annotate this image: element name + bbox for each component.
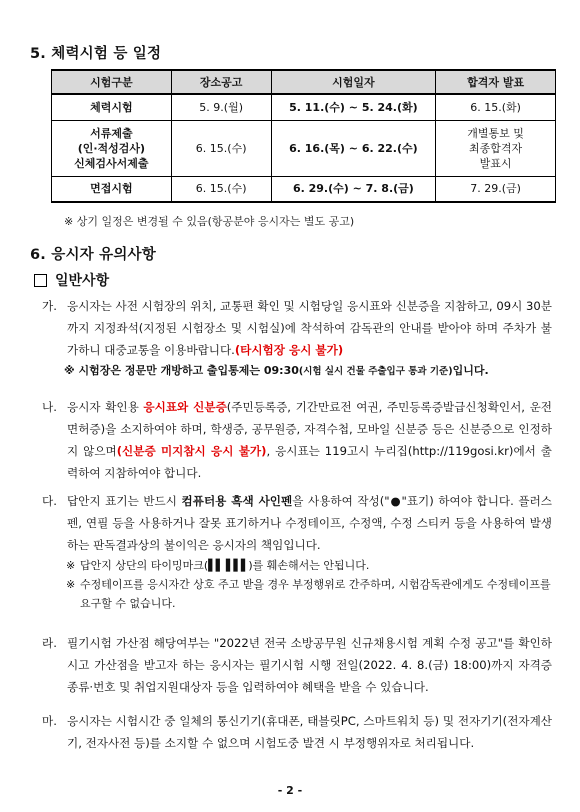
notice-date: 6. 15.(수): [171, 120, 271, 176]
row-label: 면접시험: [52, 176, 172, 202]
notice-item-da: [42, 490, 552, 613]
item-body: [67, 490, 552, 556]
table-row: [52, 94, 556, 120]
note-small-text: (시험 실시 건물 주출입구 통과 기준): [298, 366, 453, 377]
subnote-part: )를 훼손해서는 안됩니다.: [248, 559, 370, 572]
warning-text: 응시표와 신분증: [143, 400, 227, 414]
notice-item-ma: [42, 710, 552, 754]
table-row: [52, 176, 556, 202]
notice-item-ra: [42, 632, 552, 698]
notice-date: 6. 15.(수): [171, 176, 271, 202]
timing-mark-glyph: ▌▌ ▌▌▌: [208, 559, 249, 572]
checkbox-square-icon: [34, 274, 47, 287]
item-text: 응시자 확인용: [67, 400, 144, 414]
item-marker: 가.: [42, 299, 57, 313]
subnote-part: 답안지 상단의 타이밍마크(: [80, 559, 209, 572]
header-cell: 시험구분: [52, 70, 172, 94]
note-text-end: 입니다.: [452, 364, 489, 377]
exam-date: 6. 16.(목) ~ 6. 22.(수): [271, 120, 436, 176]
item-marker: 나.: [42, 400, 57, 414]
header-cell: 합격자 발표: [436, 70, 556, 94]
exam-date: 5. 11.(수) ~ 5. 24.(화): [271, 94, 436, 120]
section-5-title: 5. 체력시험 등 일정: [30, 46, 162, 62]
row-label: 체력시험: [52, 94, 172, 120]
section-6-title: 6. 응시자 유의사항: [30, 247, 156, 263]
item-body: 응시자는 시험시간 중 일체의 통신기기(휴대폰, 태블릿PC, 스마트워치 등) 및 전자기기(전자계산기, 전자사전 등)를 소지할 수 없으며 시험도중 발견 시 부정행위자로 처리됩니다.: [67, 714, 552, 750]
emphasis-text: 컴퓨터용 흑색 사인펜: [181, 494, 293, 508]
item-text: (주민등록증, 기간만료전 여권, 주민등록증발급신청확인서, 운전면허증)을 소지하여야 하며, 학생증, 공무원증, 자격수첩, 모바일 신분증 등은 신분증으로 인정하지 않으며: [67, 400, 552, 458]
note-text: ※ 시험장은 정문만 개방하고 출입통제는 09:30: [64, 364, 299, 377]
item-body: [67, 396, 552, 484]
item-body: [67, 295, 552, 361]
item-subnote: [42, 575, 552, 613]
item-marker: 마.: [42, 714, 57, 728]
note-marker: ※: [66, 559, 76, 572]
result-line: 개별통보 및: [467, 126, 524, 140]
notice-date: 5. 9.(월): [171, 94, 271, 120]
warning-text: (신분증 미지참시 응시 불가): [116, 444, 267, 458]
exam-date: 6. 29.(수) ~ 7. 8.(금): [271, 176, 436, 202]
item-marker: 다.: [42, 494, 57, 508]
row-label-line: 신체검사서제출: [74, 156, 149, 170]
item-text: 을 사용하여 작성("●"표기) 하여야 합니다. 플러스펜, 연필 등을 사용하거나 잘못 표기하거나 수정테이프, 수정액, 수정 스티커 등을 사용하여 발생하는 판독결과상의 불이익은 응시자의 책임입니다.: [67, 494, 552, 552]
item-note: [64, 361, 552, 382]
note-marker: ※: [66, 578, 76, 591]
item-text: 응시자는 사전 시험장의 위치, 교통편 확인 및 시험당일 응시표와 신분증을 지참하고, 09시 30분까지 지정좌석(지정된 시험장소 및 시험실)에 착석하여 감독관의 안내를 받아야 하며 주차가 불가하니 대중교통을 이용바랍니다.: [67, 299, 552, 357]
schedule-table: [51, 69, 556, 203]
subnote-text: [80, 556, 552, 575]
row-label-line: 서류제출: [90, 126, 133, 140]
table-row: [52, 120, 556, 176]
notice-item-ga: [42, 295, 552, 382]
result-date: 7. 29.(금): [436, 176, 556, 202]
item-marker: 라.: [42, 636, 57, 650]
header-cell: 장소공고: [171, 70, 271, 94]
row-label: [52, 120, 172, 176]
item-subnote: [42, 556, 552, 575]
result-line: 발표시: [479, 156, 512, 170]
header-cell: 시험일자: [271, 70, 436, 94]
warning-text: (타시험장 응시 불가): [234, 343, 344, 357]
subnote-text: 수정테이프를 응시자간 상호 주고 받을 경우 부정행위로 간주하며, 시험감독관에게도 수정테이프를 요구할 수 없습니다.: [80, 578, 551, 610]
item-text: , 응시표는 119고시 누리집(http://119gosi.kr)에서 출력하여 지참하여야 합니다.: [67, 444, 552, 480]
row-label-line: (인·적성검사): [77, 141, 146, 155]
schedule-note: ※ 상기 일정은 변경될 수 있음(항공분야 응시자는 별도 공고): [64, 215, 355, 228]
result-line: 최종합격자: [469, 141, 523, 155]
subsection-label: 일반사항: [55, 273, 110, 289]
subsection-title: [34, 270, 109, 290]
result-date: 6. 15.(화): [436, 94, 556, 120]
page-number: - 2 -: [277, 784, 303, 797]
table-header-row: [52, 70, 556, 94]
item-body: 필기시험 가산점 해당여부는 "2022년 전국 소방공무원 신규채용시험 계획 수정 공고"를 확인하시고 가산점을 받고자 하는 응시자는 필기시험 시행 전일(2022. 4. 8.(금) 18:00)까지 자격증 종류·번호 및 취업지원대상자 등을 입력하여야 혜택을 받을 수 있습니다.: [67, 636, 552, 694]
item-text: 답안지 표기는 반드시: [67, 494, 182, 508]
result-date: [436, 120, 556, 176]
notice-item-na: [42, 396, 552, 484]
